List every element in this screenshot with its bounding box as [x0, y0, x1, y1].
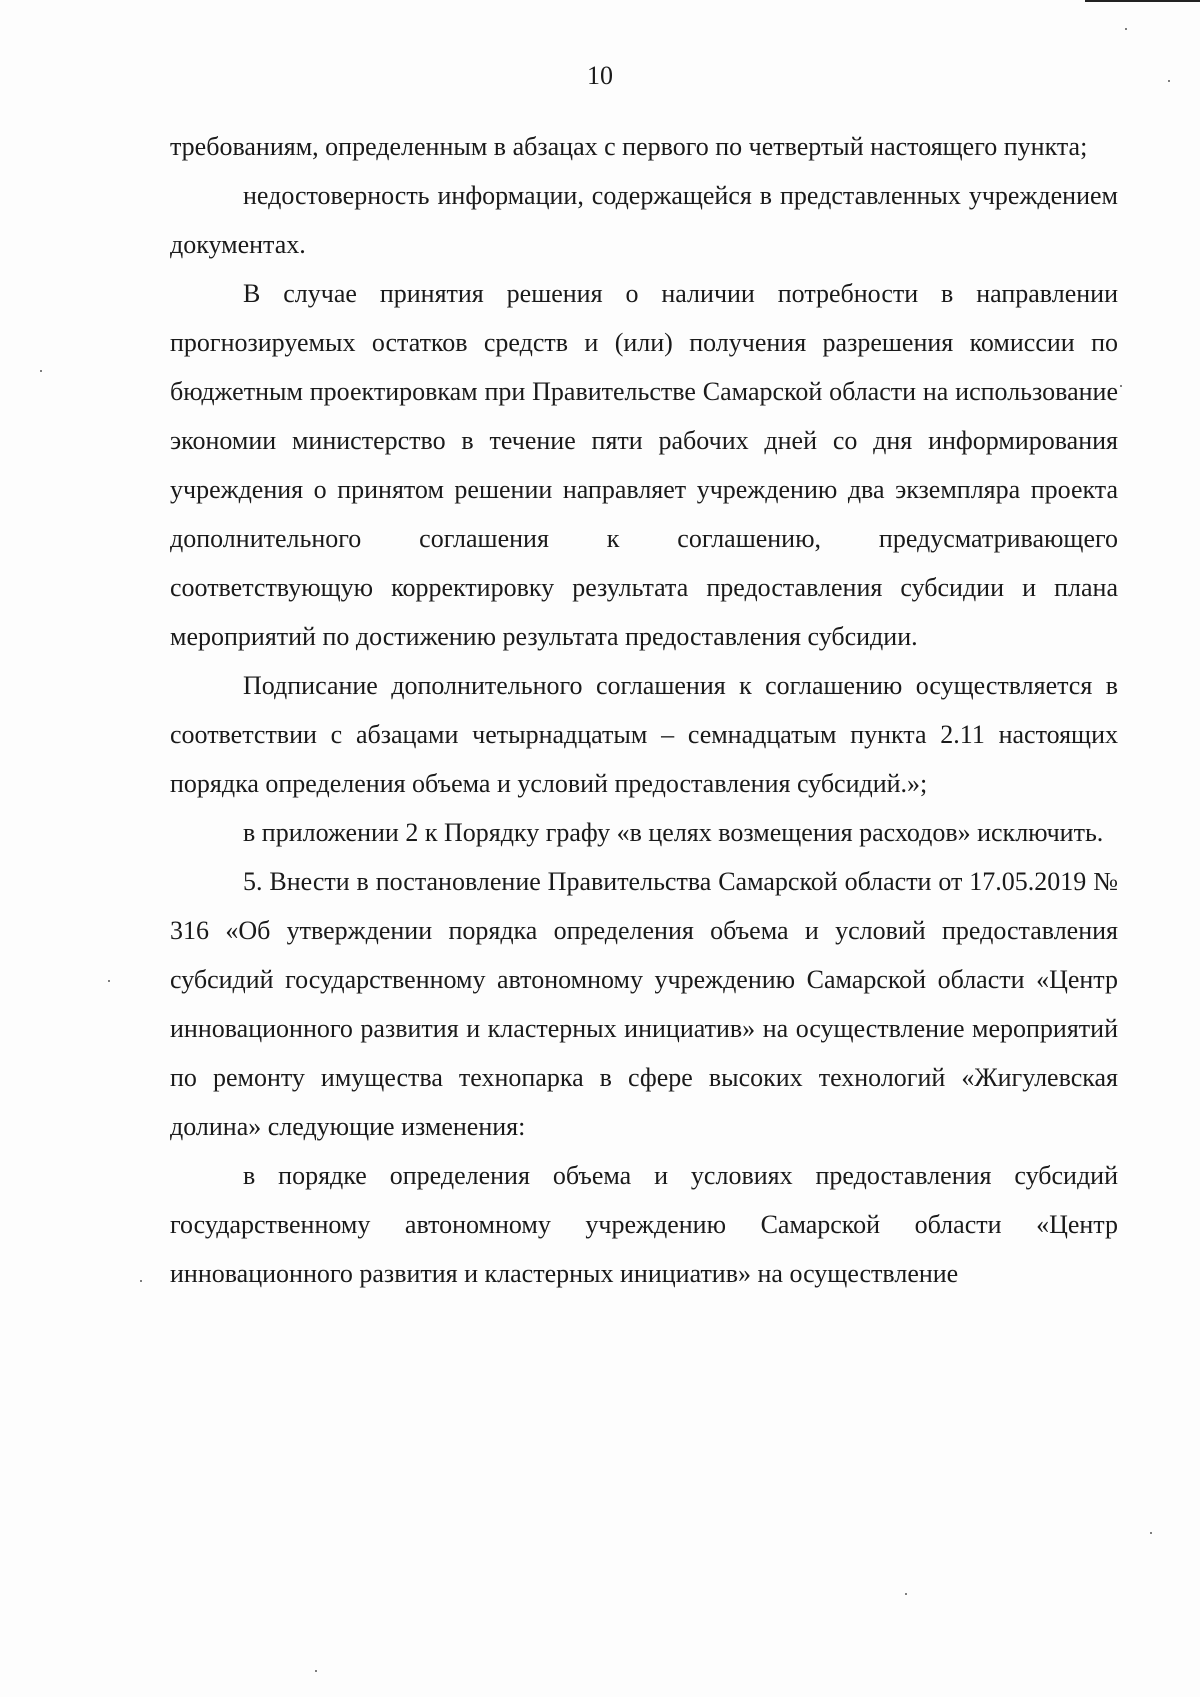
scan-speck	[40, 370, 42, 372]
paragraph-7: в порядке определения объема и условиях предоставления субсидий государственному автономному учреждению Самарской области «Центр инновационного развития и кластерных инициатив» на осуществление	[170, 1161, 1118, 1288]
scan-speck	[140, 1280, 142, 1282]
paragraph-1: требованиям, определенным в абзацах с первого по четвертый настоящего пункта;	[170, 132, 1088, 161]
paragraph-2: недостоверность информации, содержащейся в представленных учреждением документах.	[170, 181, 1118, 259]
corner-rule	[1085, 0, 1200, 2]
scan-speck	[1120, 385, 1122, 387]
paragraph-4: Подписание дополнительного соглашения к соглашению осуществляется в соответствии с абзацами четырнадцатым – семнадцатым пункта 2.11 настоящих порядка определения объема и условий предоставления субсидий.»;	[170, 671, 1118, 798]
scan-speck	[1125, 28, 1127, 30]
scan-speck	[905, 1593, 907, 1595]
scan-speck	[315, 1670, 317, 1672]
scan-speck	[1150, 1532, 1152, 1534]
paragraph-6: 5. Внести в постановление Правительства Самарской области от 17.05.2019 № 316 «Об утверждении порядка определения объема и условий предоставления субсидий государственному автономному учреждению Самарской области «Центр инновационного развития и кластерных инициатив» на осуществление мероприятий по ремонту имущества технопарка в сфере высоких технологий «Жигулевская долина» следующие изменения:	[170, 867, 1118, 1141]
scan-speck	[1168, 80, 1170, 82]
paragraph-5: в приложении 2 к Порядку графу «в целях возмещения расходов» исключить.	[243, 818, 1104, 847]
document-body	[170, 122, 1118, 1298]
page-number: 10	[587, 61, 613, 90]
paragraph-3: В случае принятия решения о наличии потребности в направлении прогнозируемых остатков средств и (или) получения разрешения комиссии по бюджетным проектировкам при Правительстве Самарской области на использование экономии министерство в течение пяти рабочих дней со дня информирования учреждения о принятом решении направляет учреждению два экземпляра проекта дополнительного соглашения к соглашению, предусматривающего соответствующую корректировку результата предоставления субсидии и плана мероприятий по достижению результата предоставления субсидии.	[170, 279, 1118, 651]
scan-speck	[108, 980, 110, 982]
